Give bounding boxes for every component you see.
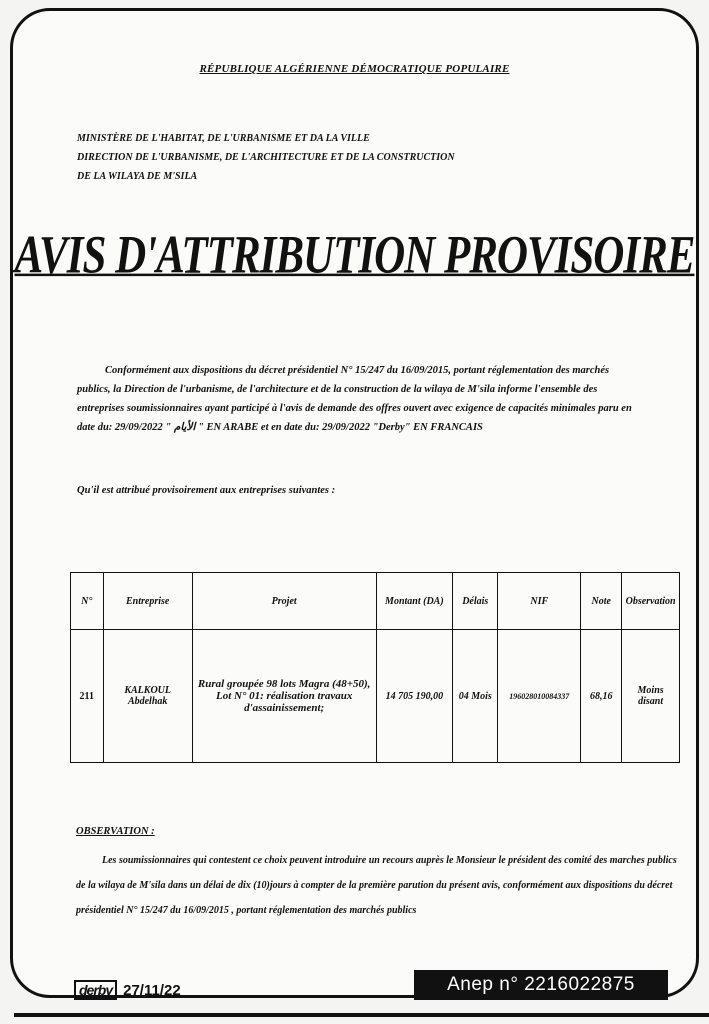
bottom-rule	[14, 1013, 709, 1017]
observation-heading: OBSERVATION :	[76, 826, 155, 837]
cell-entreprise: KALKOUL Abdelhak	[103, 630, 192, 763]
table-row	[71, 630, 680, 763]
ministry-line: MINISTÈRE DE L'HABITAT, DE L'URBANISME ET DA LA VILLE	[77, 133, 370, 144]
cell-projet: Rural groupée 98 lots Magra (48+50), Lot N° 01: réalisation travaux d'assainissement;	[192, 630, 376, 763]
cell-num: 211	[71, 630, 104, 763]
directorate-line: DIRECTION DE L'URBANISME, DE L'ARCHITECTURE ET DE LA CONSTRUCTION	[77, 152, 455, 163]
observation-text: Les soumissionnaires qui contestent ce choix peuvent introduire un recours auprès le Monsieur le président des comité des marches publics de la wilaya de M'sila dans un délai de dix (10)jours à compter de la première parution du présent avis, conformément aux dispositions du décret présidentiel N° 15/247 du 16/09/2015 , portant réglementation des marchés publics	[76, 855, 677, 916]
header-nif: NIF	[498, 573, 581, 630]
award-table	[70, 572, 680, 763]
header-projet: Projet	[192, 573, 376, 630]
header-note: Note	[581, 573, 622, 630]
header-num: N°	[71, 573, 104, 630]
header-observation: Observation	[622, 573, 680, 630]
anep-number: Anep n° 2216022875	[414, 970, 668, 1000]
notice-title: AVIS D'ATTRIBUTION PROVISOIRE	[14, 226, 695, 285]
attribution-line: Qu'il est attribué provisoirement aux entreprises suivantes :	[77, 485, 336, 496]
wilaya-line: DE LA WILAYA DE M'SILA	[77, 171, 198, 182]
header-entreprise: Entreprise	[103, 573, 192, 630]
republic-heading: RÉPUBLIQUE ALGÉRIENNE DÉMOCRATIQUE POPULAIRE	[199, 63, 510, 75]
publication-date: 27/11/22	[123, 981, 181, 999]
table-header-row	[71, 573, 680, 630]
publication-stamp	[74, 980, 181, 1000]
cell-observation: Moins disant	[622, 630, 680, 763]
intro-paragraph: Conformément aux dispositions du décret présidentiel N° 15/247 du 16/09/2015, portant réglementation des marchés publics, la Direction de l'urbanisme, de l'architecture et de la construction de la wilaya de M'sila informe l'ensemble des entreprises soumissionnaires ayant participé à l'avis de demande des offres ouvert avec exigence de capacités minimales paru en date du: 29/09/2022 " الأيام " EN ARABE et en date du: 29/09/2022 "Derby" EN FRANCAIS	[77, 365, 632, 433]
cell-delais: 04 Mois	[453, 630, 498, 763]
header-delais: Délais	[453, 573, 498, 630]
cell-nif: 196028010084337	[498, 630, 581, 763]
header-montant: Montant (DA)	[376, 573, 453, 630]
cell-montant: 14 705 190,00	[376, 630, 453, 763]
cell-note: 68,16	[581, 630, 622, 763]
ministry-block	[77, 129, 455, 186]
derby-logo: derby	[74, 980, 117, 1000]
